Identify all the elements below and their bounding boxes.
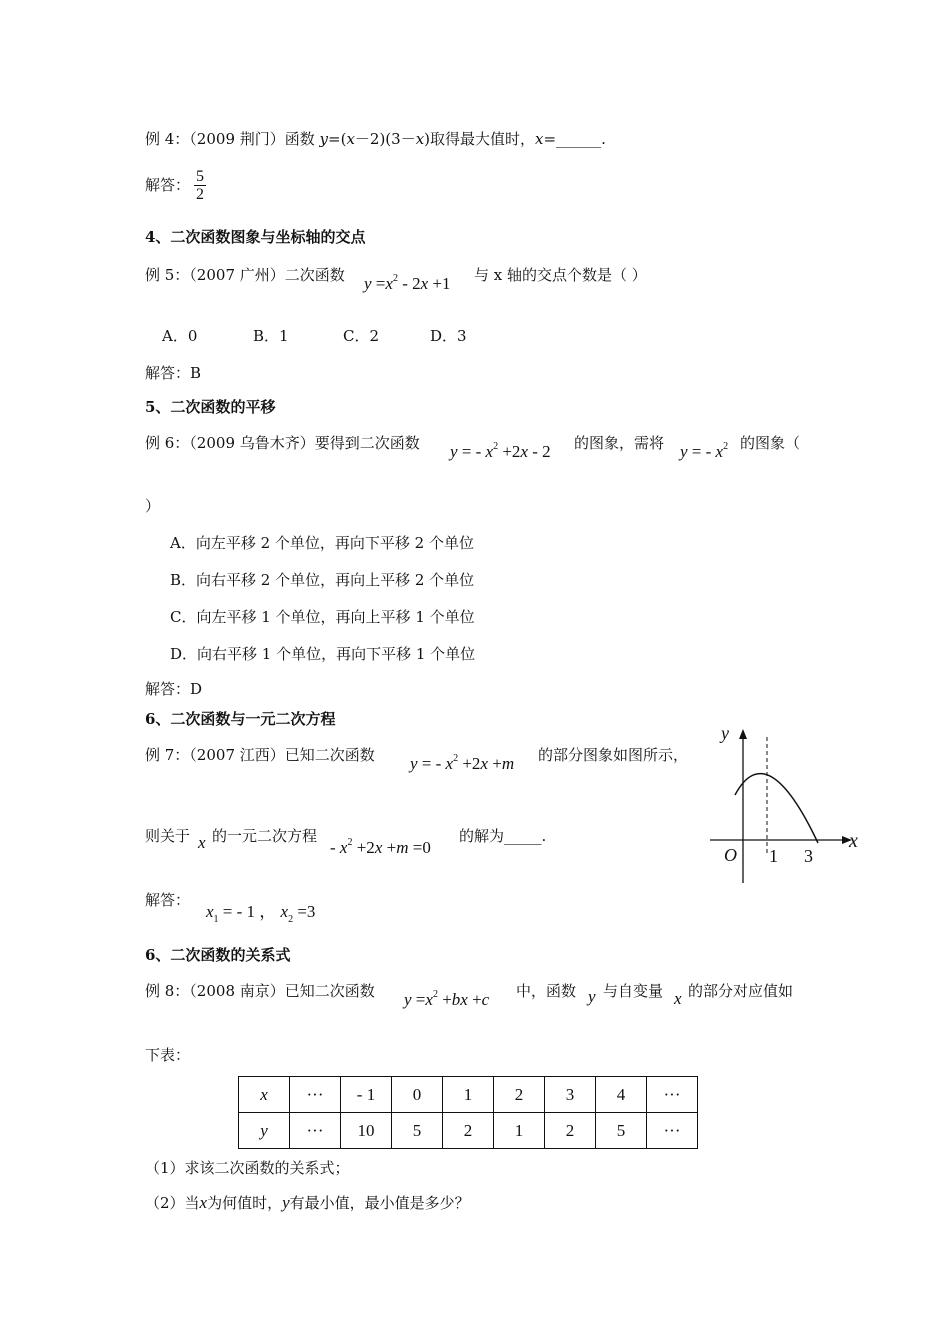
ex6-formula-1: y = - $x^2 +2x - 2$ [450, 441, 551, 461]
table-cell: - 1 [341, 1077, 392, 1113]
ex6-suffix: 的图象（ [740, 434, 801, 452]
parabola-graph [700, 715, 870, 890]
table-cell: x [239, 1077, 290, 1113]
ex5-suffix: 与 x 轴的交点个数是（ ） [474, 266, 647, 284]
ex6-mid: 的图象，需将 [574, 434, 665, 452]
table-cell: ··· [290, 1113, 341, 1149]
table-cell: 2 [494, 1077, 545, 1113]
ex5-answer: 解答：B [145, 364, 202, 382]
ex4-line: 例 4：（2009 荆门）函数 y=(x－2)(3－x)取得最大值时，x=______. [145, 130, 606, 148]
ex6-option-d: D．向右平移 1 个单位，再向下平移 1 个单位 [170, 645, 476, 663]
ex8-suffix: 的部分对应值如 [688, 982, 794, 1000]
ex7-var-x: x [198, 833, 206, 852]
section-5-heading: 5、二次函数的平移 [145, 398, 276, 416]
table-row-y [239, 1113, 698, 1149]
table-cell: 5 [596, 1113, 647, 1149]
ex4-answer-fraction: $\frac{5}{2}$ [196, 168, 204, 203]
graph-tick-1: 1 [769, 846, 778, 866]
graph-tick-3: 3 [804, 846, 813, 866]
ex5-option-a: A．0 [162, 327, 198, 345]
parabola-curve [735, 774, 818, 843]
ex4-answer-label: 解答： [145, 176, 191, 194]
table-cell: y [239, 1113, 290, 1149]
graph-origin-label: O [724, 845, 737, 865]
ex8-mid-1: 中，函数 [516, 982, 577, 1000]
table-cell: 1 [443, 1077, 494, 1113]
section-6b-heading: 6、二次函数的关系式 [145, 946, 291, 964]
table-cell: ··· [647, 1077, 698, 1113]
ex8-var-x: x [674, 989, 682, 1008]
ex5-option-d: D．3 [430, 327, 467, 345]
ex7-formula: y = - $x^2 +2x +m$ [410, 753, 515, 773]
ex8-var-y: y [588, 987, 596, 1006]
table-cell: 2 [545, 1113, 596, 1149]
table-cell: 3 [545, 1077, 596, 1113]
ex7-answer-label: 解答： [145, 891, 191, 909]
ex6-option-c: C．向左平移 1 个单位，再向上平移 1 个单位 [170, 608, 475, 626]
ex6-formula-2: y = - $x^2$ [680, 441, 729, 461]
table-row-x [239, 1077, 698, 1113]
ex7-equation: - $x^2 +2x +m =0$ [330, 837, 431, 857]
ex5-option-c: C．2 [343, 327, 380, 345]
ex5-option-b: B．1 [253, 327, 289, 345]
table-cell: 0 [392, 1077, 443, 1113]
value-table [238, 1076, 698, 1149]
table-cell: ··· [647, 1113, 698, 1149]
graph-x-label: x [849, 830, 858, 852]
ex7-prefix: 例 7：（2007 江西）已知二次函数 [145, 746, 375, 764]
ex7-answer: $x_1$ = - 1 ， $x_2 =3$ [206, 902, 316, 925]
ex8-mid-2: 与自变量 [603, 982, 664, 1000]
section-6a-heading: 6、二次函数与一元二次方程 [145, 710, 336, 728]
ex8-line2: 下表： [145, 1046, 191, 1064]
table-cell: 2 [443, 1113, 494, 1149]
y-axis-arrow [739, 729, 747, 739]
ex8-question-2: （2）当x为何值时，y有最小值，最小值是多少？ [145, 1193, 470, 1212]
ex8-formula: $y =x^2 +bx +c$ [404, 989, 490, 1009]
ex7-line2-suffix: 的解为_____. [459, 827, 547, 845]
ex6-close-paren: ） [145, 497, 161, 515]
ex6-answer: 解答：D [145, 680, 203, 698]
ex8-question-1: （1）求该二次函数的关系式； [145, 1159, 350, 1177]
table-cell: 10 [341, 1113, 392, 1149]
ex6-option-b: B．向右平移 2 个单位，再向上平移 2 个单位 [170, 571, 475, 589]
ex7-line2-mid: 的一元二次方程 [212, 827, 318, 845]
graph-y-label: y [721, 723, 729, 743]
ex7-suffix: 的部分图象如图所示， [538, 746, 689, 764]
ex6-prefix: 例 6：（2009 乌鲁木齐）要得到二次函数 [145, 434, 420, 452]
ex8-prefix: 例 8：（2008 南京）已知二次函数 [145, 982, 375, 1000]
table-cell: 5 [392, 1113, 443, 1149]
ex5-prefix: 例 5：（2007 广州）二次函数 [145, 266, 345, 284]
ex6-option-a: A．向左平移 2 个单位，再向下平移 2 个单位 [170, 534, 474, 552]
ex7-line2-prefix: 则关于 [145, 827, 191, 845]
section-4-heading: 4、二次函数图象与坐标轴的交点 [145, 228, 366, 246]
table-cell: 1 [494, 1113, 545, 1149]
ex5-formula: $y =x^2 - 2x +1$ [364, 273, 451, 293]
table-cell: ··· [290, 1077, 341, 1113]
table-cell: 4 [596, 1077, 647, 1113]
